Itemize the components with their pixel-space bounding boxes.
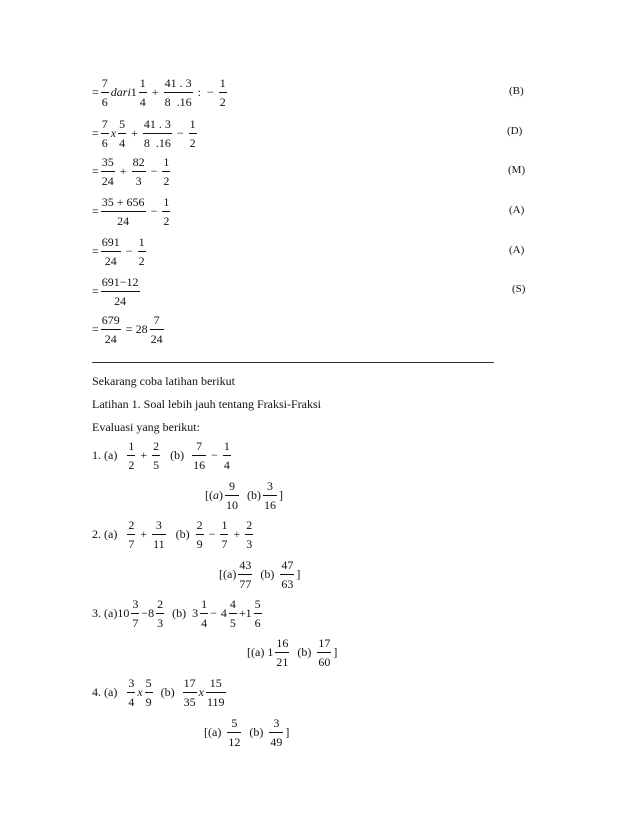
step-4-expression: = $\frac{35 + 656}{24}$ − $\frac{1}{2}$ bbox=[92, 195, 170, 228]
exercise-1: 1. (a) $\frac{1}{2}$ + $\frac{2}{5}$ (b) $\frac{7}{16}$ − $\frac{1}{4}$ bbox=[92, 439, 230, 472]
step-2-expression: = $\frac{7}{6}$ x $\frac{5}{4}$ + $\frac{41 . 3}{8 .16}$ − $\frac{1}{2}$ bbox=[92, 117, 196, 150]
exercise-3: 3. (a) 10 $\frac{3}{7}$ −8 $\frac{2}{3}$ (b) 3 $\frac{1}{4}$ − 4 $\frac{4}{5}$ +1 $\frac{5}{6}$ bbox=[92, 597, 261, 630]
section-divider bbox=[92, 362, 494, 363]
exercise-2-label: 2. (a) bbox=[92, 527, 118, 541]
step-1-tag: (B) bbox=[509, 85, 524, 97]
step-3-tag: (M) bbox=[508, 164, 526, 176]
step-5-tag: (A) bbox=[509, 244, 525, 256]
exercise-4-label: 4. (a) bbox=[92, 685, 118, 699]
step-2-tag: (D) bbox=[507, 125, 523, 137]
exercise-3-answer: [(a) 1 $\frac{16}{21}$ (b) $\frac{17}{60}$ ] bbox=[247, 636, 338, 669]
instruction-text: Evaluasi yang berikut: bbox=[92, 420, 200, 434]
exercise-2: 2. (a) $\frac{2}{7}$ + $\frac{3}{11}$ (b) $\frac{2}{9}$ − $\frac{1}{7}$ + $\frac{2}{3}$ bbox=[92, 518, 253, 551]
exercise-4-answer: [(a) $\frac{5}{12}$ (b) $\frac{3}{49}$ ] bbox=[204, 716, 290, 749]
exercise-2-answer: [(a) $\frac{43}{77}$ (b) $\frac{47}{63}$ ] bbox=[219, 558, 301, 591]
step-5-expression: = $\frac{691}{24}$ − $\frac{1}{2}$ bbox=[92, 235, 145, 268]
step-7-expression: = $\frac{679}{24}$ = 28 $\frac{7}{24}$ bbox=[92, 313, 163, 346]
intro-text: Sekarang coba latihan berikut bbox=[92, 374, 235, 388]
step-6-expression: = $\frac{691-12}{24}$ bbox=[92, 275, 139, 308]
exercise-4: 4. (a) $\frac{3}{4}$ x $\frac{5}{9}$ (b) $\frac{17}{35}$ x $\frac{15}{119}$ bbox=[92, 676, 225, 709]
exercise-1-label: 1. (a) bbox=[92, 448, 118, 462]
step-6-tag: (S) bbox=[512, 283, 526, 295]
exercise-heading: Latihan 1. Soal lebih jauh tentang Fraksi-Fraksi bbox=[92, 397, 321, 411]
exercise-1-answer: [(a) $\frac{9}{10}$ (b) $\frac{3}{16}$ ] bbox=[205, 479, 283, 512]
step-1-expression: = $\frac{7}{6}$ dari 1 $\frac{1}{4}$ + $\frac{41 . 3}{8 .16}$ : − $\frac{1}{2}$ bbox=[92, 76, 226, 109]
step-4-tag: (A) bbox=[509, 204, 525, 216]
exercise-3-label: 3. (a) bbox=[92, 606, 118, 620]
step-3-expression: = $\frac{35}{24}$ + $\frac{82}{3}$ − $\frac{1}{2}$ bbox=[92, 155, 170, 188]
